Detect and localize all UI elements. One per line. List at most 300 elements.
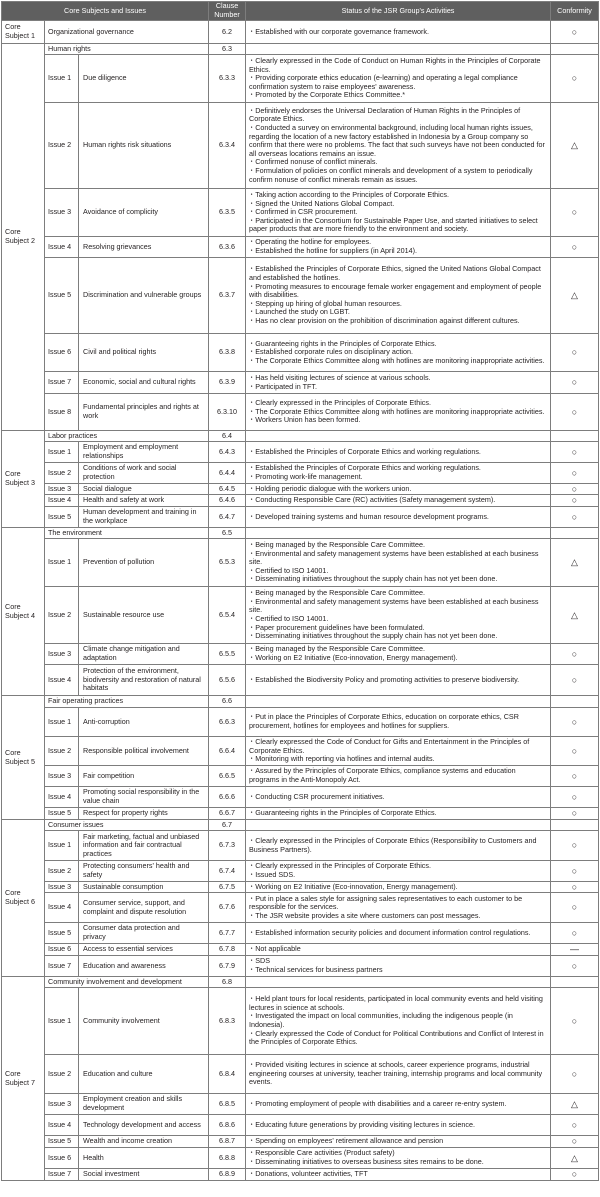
clause-number: 6.5.5 <box>209 644 246 665</box>
status-line: ・ The Corporate Ethics Committee along with hotlines are monitoring inappropriate activities. <box>249 408 546 417</box>
issue-topic: Discrimination and vulnerable groups <box>79 258 209 334</box>
dash-icon: — <box>570 944 579 955</box>
status-line: ・ Promoting measures to encourage female worker engagement and employment of people with disabilities. <box>249 283 546 300</box>
status-cell <box>246 189 551 237</box>
status-line: ・ Workers Union has been formed. <box>249 416 546 425</box>
issue-topic: Social dialogue <box>79 484 209 495</box>
conformity-cell <box>551 787 599 808</box>
status-cell <box>246 442 551 463</box>
circle-icon: ○ <box>571 716 578 727</box>
table-row <box>2 923 599 944</box>
status-line: ・ Being managed by the Responsible Care Committee. <box>249 645 546 654</box>
status-cell <box>246 665 551 696</box>
clause-number: 6.7.3 <box>209 831 246 861</box>
issue-label: Issue 4 <box>45 495 79 507</box>
status-cell <box>246 103 551 189</box>
conformity-cell <box>551 766 599 787</box>
issue-topic: Education and culture <box>79 1055 209 1094</box>
core-subject-title: The environment <box>45 528 209 539</box>
status-cell <box>246 372 551 394</box>
core-subject-label: Core Subject 4 <box>2 528 45 696</box>
conformity-cell <box>551 372 599 394</box>
conformity-cell <box>551 334 599 372</box>
clause-number: 6.8.7 <box>209 1136 246 1148</box>
issue-topic: Wealth and income creation <box>79 1136 209 1148</box>
circle-icon: ○ <box>571 207 578 218</box>
conformity-cell <box>551 977 599 988</box>
issue-label: Issue 4 <box>45 665 79 696</box>
issue-topic: Consumer data protection and privacy <box>79 923 209 944</box>
issue-topic: Community involvement <box>79 988 209 1055</box>
status-line: ・ Developed training systems and human resource development programs. <box>249 513 546 522</box>
clause-number: 6.4.5 <box>209 484 246 495</box>
issue-label: Issue 3 <box>45 484 79 495</box>
issue-topic: Civil and political rights <box>79 334 209 372</box>
status-cell <box>246 1169 551 1181</box>
issue-topic: Health <box>79 1148 209 1169</box>
clause-number: 6.3.6 <box>209 237 246 258</box>
status-line: ・ Issued SDS. <box>249 871 546 880</box>
status-line: ・ Provided visiting lectures in science at schools, career experience programs, industrial engineering courses at university, teacher training, internship programs and local community events. <box>249 1061 546 1087</box>
status-cell <box>246 1115 551 1136</box>
issue-topic: Fundamental principles and rights at work <box>79 394 209 431</box>
issue-topic: Health and safety at work <box>79 495 209 507</box>
clause-number: 6.3.8 <box>209 334 246 372</box>
clause-number: 6.8.8 <box>209 1148 246 1169</box>
circle-icon: ○ <box>571 467 578 478</box>
table-row <box>2 1169 599 1181</box>
status-line: ・ Established the Principles of Corporate Ethics and working regulations. <box>249 464 546 473</box>
circle-icon: ○ <box>571 241 578 252</box>
circle-icon: ○ <box>571 511 578 522</box>
status-line: ・ Working on E2 Initiative (Eco-innovation, Energy management). <box>249 654 546 663</box>
clause-number: 6.7 <box>209 820 246 831</box>
conformity-cell <box>551 1115 599 1136</box>
issue-label: Issue 1 <box>45 539 79 587</box>
issue-topic: Consumer service, support, and complaint and dispute resolution <box>79 893 209 923</box>
status-line: ・ Guaranteeing rights in the Principles of Corporate Ethics. <box>249 340 546 349</box>
table-row <box>2 1136 599 1148</box>
table-row <box>2 1094 599 1115</box>
issue-label: Issue 5 <box>45 507 79 528</box>
triangle-icon: △ <box>571 609 578 620</box>
issue-topic: Responsible political involvement <box>79 737 209 766</box>
table-row <box>2 1115 599 1136</box>
status-line: ・ Paper procurement guidelines have been formulated. <box>249 624 546 633</box>
clause-number: 6.6.5 <box>209 766 246 787</box>
status-line: ・ Not applicable <box>249 945 546 954</box>
table-row <box>2 956 599 977</box>
issue-topic: Technology development and access <box>79 1115 209 1136</box>
issue-topic: Protecting consumers' health and safety <box>79 861 209 882</box>
conformity-cell <box>551 103 599 189</box>
issue-topic: Conditions of work and social protection <box>79 463 209 484</box>
status-line: ・ Has no clear provision on the prohibition of discrimination against different cultures. <box>249 317 546 326</box>
status-cell <box>246 787 551 808</box>
status-line: ・ Clearly expressed in the Principles of Corporate Ethics (Responsibility to Customers and Business Partners). <box>249 837 546 854</box>
issue-topic: Economic, social and cultural rights <box>79 372 209 394</box>
status-line: ・ Environmental and safety management systems have been established at each business site. <box>249 598 546 615</box>
conformity-cell <box>551 484 599 495</box>
clause-number: 6.8 <box>209 977 246 988</box>
status-line: ・ Providing corporate ethics education (e-learning) and operating a legal compliance confirmation system to raise employees' awareness. <box>249 74 546 91</box>
status-cell <box>246 944 551 956</box>
issue-topic: Sustainable consumption <box>79 882 209 893</box>
status-cell <box>246 258 551 334</box>
issue-label: Issue 2 <box>45 103 79 189</box>
circle-icon: ○ <box>571 446 578 457</box>
status-line: ・ Established the Biodiversity Policy and promoting activities to preserve biodiversity. <box>249 676 546 685</box>
issue-topic: Employment and employment relationships <box>79 442 209 463</box>
table-row <box>2 808 599 820</box>
status-line: ・ Confirmed nonuse of conflict minerals. <box>249 158 546 167</box>
status-line: ・ Established the Principles of Corporate Ethics, signed the United Nations Global Compact and established the hotlines. <box>249 265 546 282</box>
conformity-cell <box>551 696 599 708</box>
table-row <box>2 988 599 1055</box>
clause-number: 6.3.5 <box>209 189 246 237</box>
issue-topic: Protection of the environment, biodiversity and restoration of natural habitats <box>79 665 209 696</box>
clause-number: 6.6.6 <box>209 787 246 808</box>
status-cell <box>246 495 551 507</box>
conformity-cell <box>551 528 599 539</box>
issue-label: Issue 3 <box>45 189 79 237</box>
conformity-cell <box>551 1136 599 1148</box>
status-cell <box>246 988 551 1055</box>
circle-icon: ○ <box>571 377 578 388</box>
issue-topic: Fair competition <box>79 766 209 787</box>
status-cell <box>246 861 551 882</box>
issue-label: Issue 3 <box>45 882 79 893</box>
clause-number: 6.2 <box>209 21 246 44</box>
status-cell <box>246 528 551 539</box>
clause-number: 6.3.7 <box>209 258 246 334</box>
header-status: Status of the JSR Group's Activities <box>246 2 551 21</box>
table-row <box>2 708 599 737</box>
conformity-cell <box>551 808 599 820</box>
status-line: ・ Responsible Care activities (Product safety) <box>249 1149 546 1158</box>
table-row <box>2 644 599 665</box>
core-subject-title: Human rights <box>45 44 209 55</box>
status-line: ・ Established information security policies and document information control regulations. <box>249 929 546 938</box>
conformity-cell <box>551 708 599 737</box>
status-line: ・ Established the Principles of Corporate Ethics and working regulations. <box>249 448 546 457</box>
circle-icon: ○ <box>571 770 578 781</box>
core-subject-title: Organizational governance <box>45 21 209 44</box>
conformity-cell <box>551 21 599 44</box>
subject-header-row <box>2 977 599 988</box>
status-cell <box>246 766 551 787</box>
table-row <box>2 258 599 334</box>
status-line: ・ Being managed by the Responsible Care Committee. <box>249 541 546 550</box>
status-cell <box>246 737 551 766</box>
circle-icon: ○ <box>571 674 578 685</box>
issue-label: Issue 4 <box>45 787 79 808</box>
status-line: ・ Promoted by the Corporate Ethics Committee.* <box>249 91 546 100</box>
conformity-cell <box>551 587 599 644</box>
conformity-cell <box>551 442 599 463</box>
status-line: ・ Working on E2 Initiative (Eco-innovation, Energy management). <box>249 883 546 892</box>
status-line: ・ Disseminating initiatives throughout the supply chain has not yet been done. <box>249 575 546 584</box>
status-line: ・ Certified to ISO 14001. <box>249 567 546 576</box>
table-row <box>2 787 599 808</box>
status-line: ・ Established the hotline for suppliers (in April 2014). <box>249 247 546 256</box>
issue-label: Issue 4 <box>45 1115 79 1136</box>
status-cell <box>246 977 551 988</box>
conformity-cell <box>551 394 599 431</box>
issue-label: Issue 8 <box>45 394 79 431</box>
status-line: ・ Put in place a sales style for assigning sales representatives to each customer to be responsible for the services. <box>249 895 546 912</box>
issue-topic: Social investment <box>79 1169 209 1181</box>
status-cell <box>246 539 551 587</box>
issue-topic: Resolving grievances <box>79 237 209 258</box>
triangle-icon: △ <box>571 557 578 568</box>
status-cell <box>246 882 551 893</box>
table-row <box>2 237 599 258</box>
conformity-cell <box>551 1148 599 1169</box>
table-row <box>2 766 599 787</box>
core-subject-title: Community involvement and development <box>45 977 209 988</box>
clause-number: 6.3.10 <box>209 394 246 431</box>
circle-icon: ○ <box>571 927 578 938</box>
conformity-cell <box>551 665 599 696</box>
issue-label: Issue 1 <box>45 708 79 737</box>
table-row <box>2 103 599 189</box>
conformity-cell <box>551 237 599 258</box>
status-line: ・ Spending on employees' retirement allowance and pension <box>249 1137 546 1146</box>
header-conformity: Conformity <box>551 2 599 21</box>
circle-icon: ○ <box>571 902 578 913</box>
status-line: ・ Assured by the Principles of Corporate Ethics, compliance systems and education programs in the Anti-Monopoly Act. <box>249 767 546 784</box>
status-line: ・ Conducting Responsible Care (RC) activities (Safety management system). <box>249 496 546 505</box>
circle-icon: ○ <box>571 1169 578 1180</box>
subject-header-row <box>2 820 599 831</box>
conformity-cell <box>551 988 599 1055</box>
status-line: ・ Investigated the impact on local communities, including the indigenous people (in Indonesia). <box>249 1012 546 1029</box>
issue-topic: Climate change mitigation and adaptation <box>79 644 209 665</box>
status-line: ・ Clearly expressed the Code of Conduct for Gifts and Entertainment in the Principles of Corporate Ethics. <box>249 738 546 755</box>
status-line: ・ Being managed by the Responsible Care Committee. <box>249 589 546 598</box>
conformity-cell <box>551 189 599 237</box>
status-line: ・ Holding periodic dialogue with the workers union. <box>249 485 546 494</box>
conformity-cell <box>551 831 599 861</box>
status-cell <box>246 1055 551 1094</box>
issue-label: Issue 5 <box>45 923 79 944</box>
core-subject-title: Fair operating practices <box>45 696 209 708</box>
issue-label: Issue 2 <box>45 861 79 882</box>
conformity-cell <box>551 507 599 528</box>
status-line: ・ The Corporate Ethics Committee along with hotlines are monitoring inappropriate activities. <box>249 357 546 366</box>
table-row <box>2 539 599 587</box>
table-row <box>2 1148 599 1169</box>
issue-label: Issue 2 <box>45 587 79 644</box>
table-row <box>2 861 599 882</box>
status-cell <box>246 484 551 495</box>
clause-number: 6.8.4 <box>209 1055 246 1094</box>
header-row <box>2 2 599 21</box>
circle-icon: ○ <box>571 1136 578 1147</box>
status-line: ・ Formulation of policies on conflict minerals and development of a system to periodically confirm nonuse of conflict minerals remain as issues. <box>249 167 546 184</box>
clause-number: 6.6.4 <box>209 737 246 766</box>
status-cell <box>246 708 551 737</box>
iso26000-table <box>1 1 599 1181</box>
clause-number: 6.7.5 <box>209 882 246 893</box>
status-line: ・ Monitoring with reporting via hotlines and internal audits. <box>249 755 546 764</box>
clause-number: 6.8.5 <box>209 1094 246 1115</box>
status-cell <box>246 55 551 103</box>
status-cell <box>246 831 551 861</box>
conformity-cell <box>551 882 599 893</box>
status-line: ・ Put in place the Principles of Corporate Ethics, education on corporate ethics, CSR procurement, hotlines for employees and hotlines for suppliers. <box>249 713 546 730</box>
issue-label: Issue 4 <box>45 893 79 923</box>
status-line: ・ Held plant tours for local residents, participated in local community events and held visiting lectures in science at schools. <box>249 995 546 1012</box>
conformity-cell <box>551 644 599 665</box>
status-line: ・ Clearly expressed in the Code of Conduct on Human Rights in the Principles of Corporate Ethics. <box>249 57 546 74</box>
status-line: ・ Disseminating initiatives to overseas business sites remains to be done. <box>249 1158 546 1167</box>
status-cell <box>246 644 551 665</box>
subject-header-row <box>2 528 599 539</box>
table-row <box>2 484 599 495</box>
issue-topic: Anti-corruption <box>79 708 209 737</box>
issue-label: Issue 1 <box>45 831 79 861</box>
status-line: ・ Disseminating initiatives throughout the supply chain has not yet been done. <box>249 632 546 641</box>
issue-label: Issue 3 <box>45 766 79 787</box>
issue-label: Issue 3 <box>45 644 79 665</box>
issue-topic: Prevention of pollution <box>79 539 209 587</box>
clause-number: 6.6 <box>209 696 246 708</box>
core-subject-label: Core Subject 3 <box>2 431 45 528</box>
status-line: ・ Operating the hotline for employees. <box>249 238 546 247</box>
issue-topic: Education and awareness <box>79 956 209 977</box>
conformity-cell <box>551 495 599 507</box>
circle-icon: ○ <box>571 960 578 971</box>
conformity-cell <box>551 944 599 956</box>
status-cell <box>246 44 551 55</box>
status-line: ・ Signed the United Nations Global Compact. <box>249 200 546 209</box>
issue-label: Issue 2 <box>45 737 79 766</box>
issue-label: Issue 5 <box>45 808 79 820</box>
issue-label: Issue 2 <box>45 463 79 484</box>
clause-number: 6.4 <box>209 431 246 442</box>
subject-header-row <box>2 431 599 442</box>
status-cell <box>246 394 551 431</box>
clause-number: 6.5.6 <box>209 665 246 696</box>
issue-topic: Employment creation and skills development <box>79 1094 209 1115</box>
conformity-cell <box>551 861 599 882</box>
circle-icon: ○ <box>571 808 578 819</box>
conformity-cell <box>551 1055 599 1094</box>
circle-icon: ○ <box>571 406 578 417</box>
circle-icon: ○ <box>571 648 578 659</box>
header-core-subjects: Core Subjects and Issues <box>2 2 209 21</box>
status-line: ・ Technical services for business partners <box>249 966 546 975</box>
circle-icon: ○ <box>571 1015 578 1026</box>
circle-icon: ○ <box>571 1068 578 1079</box>
issue-topic: Due diligence <box>79 55 209 103</box>
issue-topic: Promoting social responsibility in the value chain <box>79 787 209 808</box>
table-body <box>2 21 599 1181</box>
table-row <box>2 944 599 956</box>
clause-number: 6.4.4 <box>209 463 246 484</box>
circle-icon: ○ <box>571 347 578 358</box>
conformity-cell <box>551 1094 599 1115</box>
status-cell <box>246 696 551 708</box>
status-cell <box>246 507 551 528</box>
status-cell <box>246 1148 551 1169</box>
circle-icon: ○ <box>571 495 578 506</box>
issue-label: Issue 5 <box>45 258 79 334</box>
table-row <box>2 442 599 463</box>
core-subject-label: Core Subject 7 <box>2 977 45 1181</box>
triangle-icon: △ <box>571 1098 578 1109</box>
table-row <box>2 189 599 237</box>
clause-number: 6.7.6 <box>209 893 246 923</box>
circle-icon: ○ <box>571 745 578 756</box>
conformity-cell <box>551 820 599 831</box>
status-line: ・ Guaranteeing rights in the Principles of Corporate Ethics. <box>249 809 546 818</box>
status-line: ・ Educating future generations by providing visiting lectures in science. <box>249 1121 546 1130</box>
status-cell <box>246 334 551 372</box>
issue-topic: Human rights risk situations <box>79 103 209 189</box>
conformity-cell <box>551 956 599 977</box>
triangle-icon: △ <box>571 290 578 301</box>
status-line: ・ Launched the study on LGBT. <box>249 308 546 317</box>
status-cell <box>246 956 551 977</box>
clause-number: 6.7.7 <box>209 923 246 944</box>
clause-number: 6.7.9 <box>209 956 246 977</box>
clause-number: 6.3 <box>209 44 246 55</box>
status-line: ・ The JSR website provides a site where customers can post messages. <box>249 912 546 921</box>
header-clause-number: Clause Number <box>209 2 246 21</box>
status-cell <box>246 237 551 258</box>
issue-label: Issue 1 <box>45 55 79 103</box>
clause-number: 6.4.7 <box>209 507 246 528</box>
status-line: ・ Stepping up hiring of global human resources. <box>249 300 546 309</box>
circle-icon: ○ <box>571 73 578 84</box>
circle-icon: ○ <box>571 1119 578 1130</box>
issue-label: Issue 4 <box>45 237 79 258</box>
status-line: ・ Promoting work-life management. <box>249 473 546 482</box>
status-line: ・ Established with our corporate governance framework. <box>249 28 546 37</box>
issue-label: Issue 2 <box>45 1055 79 1094</box>
status-cell <box>246 923 551 944</box>
table-row <box>2 495 599 507</box>
issue-label: Issue 1 <box>45 442 79 463</box>
clause-number: 6.3.3 <box>209 55 246 103</box>
status-line: ・ Definitively endorses the Universal Declaration of Human Rights in the Principles of Corporate Ethics. <box>249 107 546 124</box>
status-cell <box>246 1136 551 1148</box>
table-row <box>2 394 599 431</box>
table-row <box>2 1055 599 1094</box>
issue-label: Issue 6 <box>45 1148 79 1169</box>
status-cell <box>246 820 551 831</box>
table-row <box>2 831 599 861</box>
table-row <box>2 882 599 893</box>
table-row <box>2 334 599 372</box>
issue-topic: Human development and training in the workplace <box>79 507 209 528</box>
conformity-cell <box>551 1169 599 1181</box>
table-row <box>2 507 599 528</box>
clause-number: 6.8.3 <box>209 988 246 1055</box>
conformity-cell <box>551 258 599 334</box>
status-line: ・ Participated in TFT. <box>249 383 546 392</box>
circle-icon: ○ <box>571 865 578 876</box>
issue-label: Issue 7 <box>45 1169 79 1181</box>
clause-number: 6.5.3 <box>209 539 246 587</box>
status-cell <box>246 1094 551 1115</box>
table-row <box>2 372 599 394</box>
issue-topic: Access to essential services <box>79 944 209 956</box>
clause-number: 6.3.9 <box>209 372 246 394</box>
